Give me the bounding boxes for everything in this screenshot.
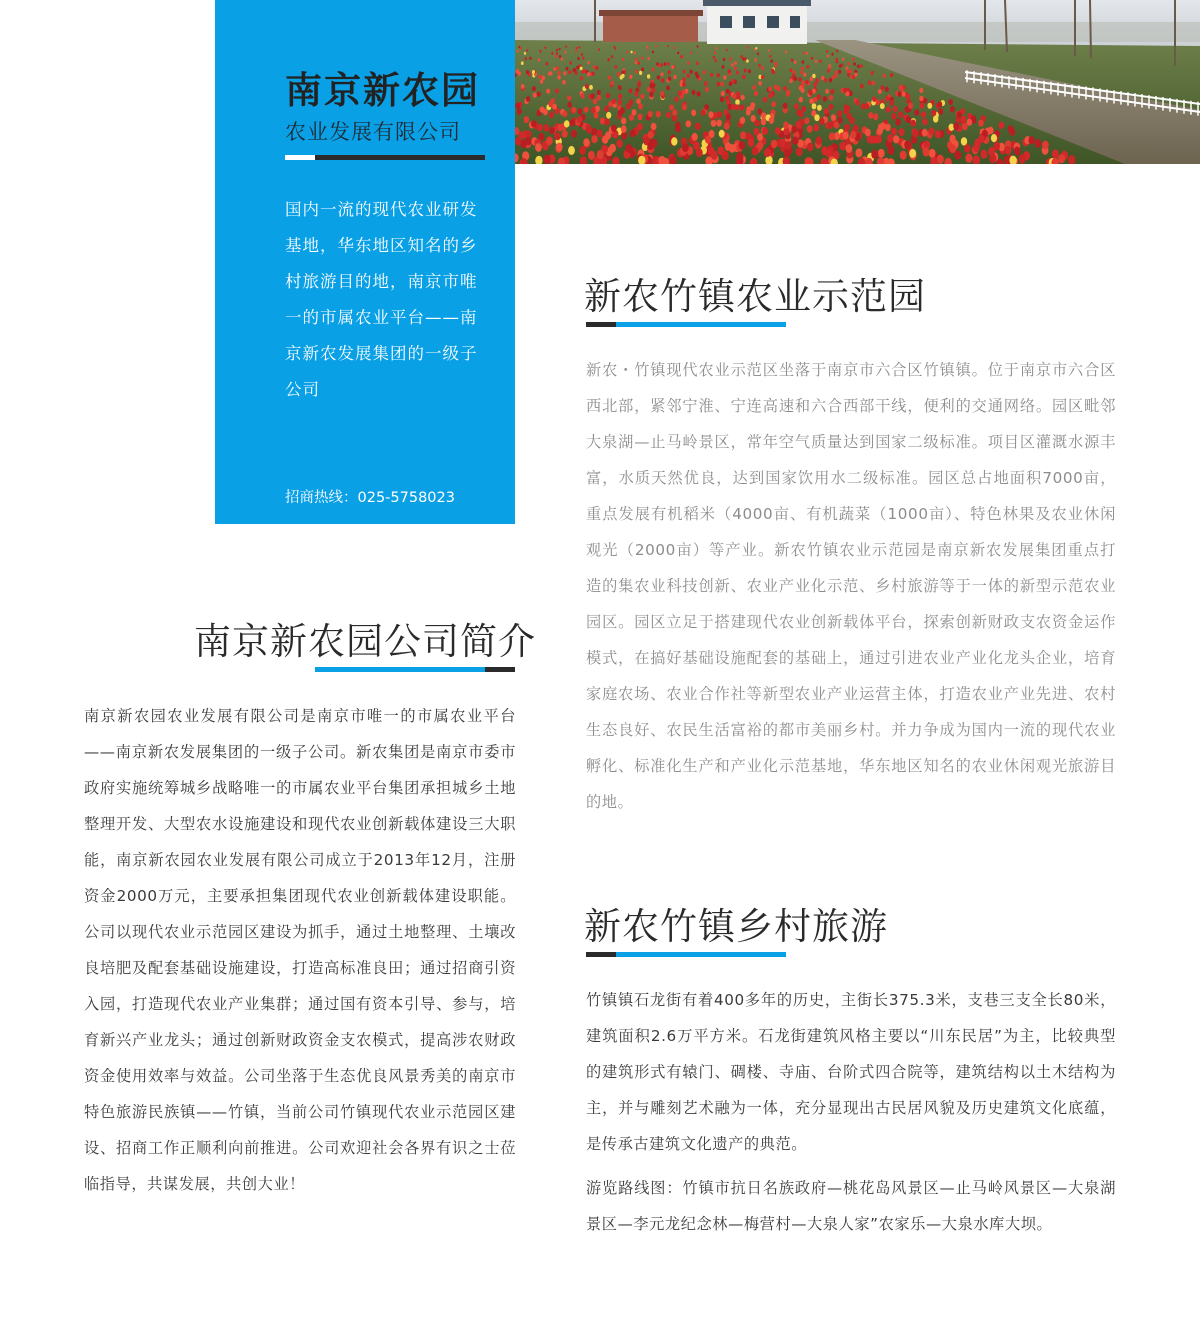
demo-park-heading: 新农竹镇农业示范园 xyxy=(584,275,926,318)
tourism-text: 竹镇镇石龙街有着400多年的历史，主街长375.3米，支巷三支全长80米，建筑面积2.6万平方米。石龙街建筑风格主要以“川东民居”为主，比较典型的建筑形式有辕门、碉楼、寺庙、台阶式四合院等，建筑结构以土木结构为主，并与雕刻艺术融为一体，充分显现出古民居风貌及历史建筑文化底蕴，是传承古建筑文化遗产的典范。 xyxy=(586,991,1116,1153)
tourism-route: 游览路线图：竹镇市抗日名族政府—桃花岛风景区—止马岭风景区—大泉湖景区—李元龙纪念林—梅营村—大泉人家”农家乐—大泉水库大坝。 xyxy=(586,1179,1116,1233)
demo-park-text: 新农・竹镇现代农业示范区坐落于南京市六合区竹镇镇。位于南京市六合区西北部，紧邻宁淮、宁连高速和六合西部干线，便利的交通网络。园区毗邻大泉湖—止马岭景区，常年空气质量达到国家二级标准。项目区灌溉水源丰富，水质天然优良，达到国家饮用水二级标准。园区总占地面积7000亩，重点发展有机稻米（4000亩、有机蔬菜（1000亩）、特色林果及农业休闲观光（2000亩）等产业。新农竹镇农业示范园是南京新农发展集团重点打造的集农业科技创新、农业产业化示范、乡村旅游等于一体的新型示范农业园区。园区立足于搭建现代农业创新载体平台，探索创新财政支农资金运作模式，在搞好基础设施配套的基础上，通过引进农业产业化龙头企业，培育家庭农场、农业合作社等新型农业产业运营主体，打造农业产业先进、农村生态良好、农民生活富裕的都市美丽乡村。并力争成为国内一流的现代农业孵化、标准化生产和产业化示范基地，华东地区知名的农业休闲观光旅游目的地。 xyxy=(586,361,1116,811)
tourism-heading: 新农竹镇乡村旅游 xyxy=(584,905,888,948)
banner-photo xyxy=(515,0,1200,164)
company-subtitle: 农业发展有限公司 xyxy=(285,120,461,144)
demo-park-underline xyxy=(586,322,786,327)
company-tagline: 国内一流的现代农业研发基地，华东地区知名的乡村旅游目的地，南京市唯一的市属农业平台——南京新农发展集团的一级子公司 xyxy=(285,200,478,399)
company-name: 南京新农园 xyxy=(285,69,480,112)
hotline-text: 招商热线：025-5758023 xyxy=(285,490,455,506)
title-underline xyxy=(285,155,485,160)
intro-text: 南京新农园农业发展有限公司是南京市唯一的市属农业平台——南京新农发展集团的一级子公司。新农集团是南京市委市政府实施统筹城乡战略唯一的市属农业平台集团承担城乡土地整理开发、大型农水设施建设和现代农业创新载体建设三大职能，南京新农园农业发展有限公司成立于2013年12月，注册资金2000万元，主要承担集团现代农业创新载体建设职能。公司以现代农业示范园区建设为抓手，通过土地整理、土壤改良培肥及配套基础设施建设，打造高标准良田；通过招商引资入园，打造现代农业产业集群；通过国有资本引导、参与，培育新兴产业龙头；通过创新财政资金支农模式，提高涉农财政资金使用效率与效益。公司坐落于生态优良风景秀美的南京市特色旅游民族镇——竹镇，当前公司竹镇现代农业示范园区建设、招商工作正顺利向前推进。公司欢迎社会各界有识之士莅临指导，共谋发展，共创大业！ xyxy=(84,707,516,1193)
tulip-field-photo xyxy=(515,0,1200,164)
intro-heading: 南京新农园公司简介 xyxy=(194,620,536,663)
tourism-underline xyxy=(586,952,786,957)
intro-underline xyxy=(315,667,515,672)
company-card xyxy=(215,0,515,524)
